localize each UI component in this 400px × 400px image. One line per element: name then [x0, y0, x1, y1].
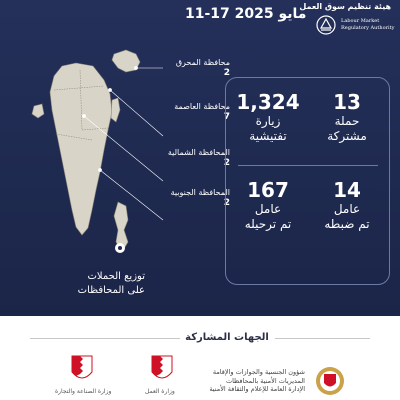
gov-southern [110, 188, 230, 208]
map-legend-line2: على المحافظات [77, 285, 145, 296]
stat-joint-campaigns [307, 90, 387, 144]
stat-label-line1: زيارة [255, 114, 281, 128]
stat-inspection-visits [228, 90, 308, 144]
partners-title: الجهات المشاركة [185, 332, 269, 343]
gov-southern-count: 2 [223, 198, 230, 208]
moi-seal-icon [315, 364, 345, 398]
stat-label-line1: عامل [333, 202, 361, 216]
gov-northern-count: 2 [223, 158, 230, 168]
title-rule-left [30, 338, 180, 339]
lmra-arabic-name: هيئة تنظيم سوق العمل [299, 2, 391, 11]
umm-nasan-island-shape [32, 104, 44, 118]
stat-workers-caught [307, 178, 387, 232]
moi-line-3: الإدارة العامة للإعلام والثقافة الأمنية [209, 385, 305, 393]
stat-workers-deported [228, 178, 308, 232]
moi-departments [205, 368, 305, 394]
stat-value: 1,324 [236, 90, 300, 114]
map-legend [50, 270, 145, 298]
lmra-emblem-icon [315, 14, 337, 36]
map-pin-icon [115, 243, 125, 253]
lmra-english-line1: Labour Market [341, 18, 380, 24]
partners-panel [0, 316, 400, 400]
stat-label-line2: تم ترحيله [244, 217, 292, 231]
stat-label-line2: مشتركة [327, 129, 367, 143]
lmra-english-line2: Regulatory Authority [341, 25, 395, 31]
gov-muharraq-count: 2 [223, 68, 230, 78]
stats-divider [238, 165, 378, 166]
title-rule-right [275, 338, 370, 339]
stat-label-line1: عامل [254, 202, 282, 216]
bahrain-emblem-icon [150, 354, 174, 384]
gov-northern [110, 148, 230, 168]
stat-value: 14 [333, 178, 361, 202]
stat-value: 13 [333, 90, 361, 114]
bahrain-map [0, 30, 230, 300]
gov-muharraq [110, 58, 230, 78]
bahrain-emblem-icon [70, 354, 94, 384]
stats-box [225, 77, 390, 285]
ministry-1-name: وزارة الصناعة والتجارة [55, 388, 112, 395]
map-legend-line1: توزيع الحملات [87, 271, 145, 282]
gov-capital [110, 102, 230, 122]
gov-capital-count: 7 [223, 112, 230, 122]
stat-label-line2: تم ضبطه [324, 217, 370, 231]
stat-value: 167 [247, 178, 289, 202]
main-island-shape [50, 63, 112, 235]
moi-line-1: شؤون الجنسية والجوازات والإقامة [212, 368, 305, 376]
gov-northern-name: المحافظة الشمالية [167, 148, 230, 157]
gov-muharraq-name: محافظة المحرق [175, 58, 230, 67]
stat-label-line2: تفتيشية [249, 129, 287, 143]
gov-southern-name: المحافظة الجنوبية [170, 188, 230, 197]
date-range: 11-17 مايو 2025 [185, 6, 307, 22]
ministry-2-name: وزارة العمل [145, 388, 175, 395]
lmra-logo [299, 0, 395, 40]
stat-label-line1: حملة [334, 114, 360, 128]
gov-capital-name: محافظة العاصمة [174, 102, 230, 111]
moi-line-2: المديريات الأمنية بالمحافظات [225, 376, 305, 385]
